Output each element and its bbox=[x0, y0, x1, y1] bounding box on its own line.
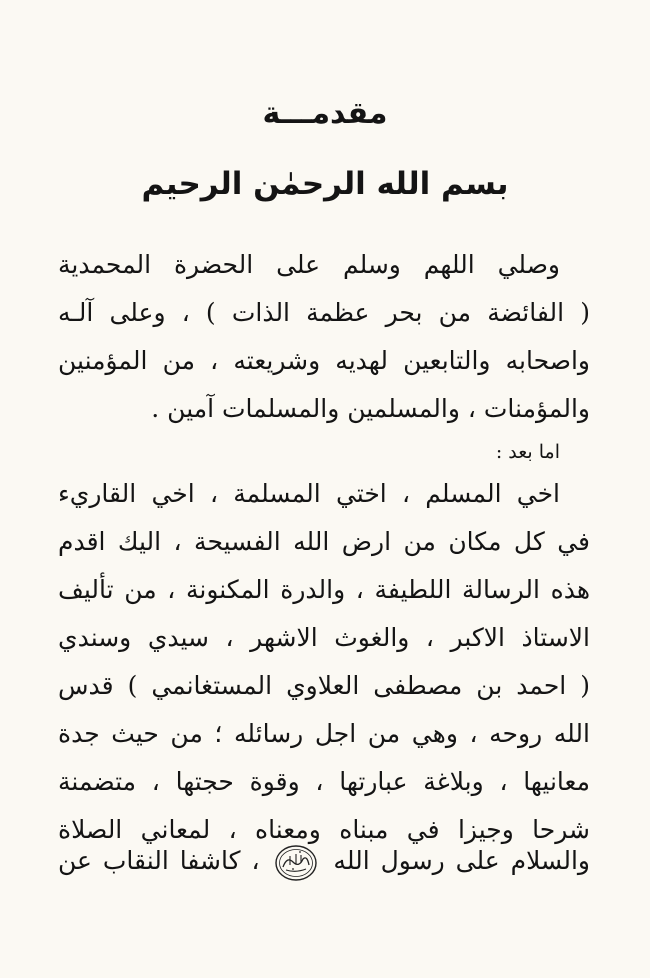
text-line: ( احمد بن مصطفى العلاوي المستغانمي ) قدس bbox=[58, 671, 590, 700]
page-title: مقدمـــة bbox=[262, 96, 388, 131]
text-line-with-seal bbox=[58, 838, 590, 884]
text-line: الله روحه ، وهي من اجل رسائله ؛ من حيث جدة bbox=[58, 719, 590, 748]
text-line: والمؤمنات ، والمسلمين والمسلمات آمين . bbox=[151, 394, 590, 423]
text-line: وصلي اللهم وسلم على الحضرة المحمدية bbox=[58, 250, 560, 279]
text-line: هذه الرسالة اللطيفة ، والدرة المكنونة ، من تأليف bbox=[58, 575, 590, 604]
text-fragment: ، كاشفا النقاب عن bbox=[58, 846, 260, 875]
text-line: ( الفائضة من بحر عظمة الذات ) ، وعلى آلـه bbox=[58, 298, 590, 327]
text-line: الاستاذ الاكبر ، والغوث الاشهر ، سيدي وسندي bbox=[58, 623, 590, 652]
text-line: اخي المسلم ، اختي المسلمة ، اخي القاريء bbox=[58, 479, 560, 508]
text-line: اما بعد : bbox=[495, 441, 560, 463]
text-line: شرحا وجيزا في مبناه ومعناه ، لمعاني الصلاة bbox=[58, 815, 590, 844]
salawat-seal-icon bbox=[274, 843, 318, 883]
text-line: في كل مكان من ارض الله الفسيحة ، اليك اقدم bbox=[58, 527, 590, 556]
text-line: واصحابه والتابعين لهديه وشريعته ، من المؤمنين bbox=[58, 346, 590, 375]
basmala: بسم الله الرحمٰن الرحيم bbox=[141, 166, 509, 202]
text-line: معانيها ، وبلاغة عبارتها ، وقوة حجتها ، متضمنة bbox=[58, 767, 590, 796]
text-fragment: والسلام على رسول الله bbox=[333, 846, 590, 875]
